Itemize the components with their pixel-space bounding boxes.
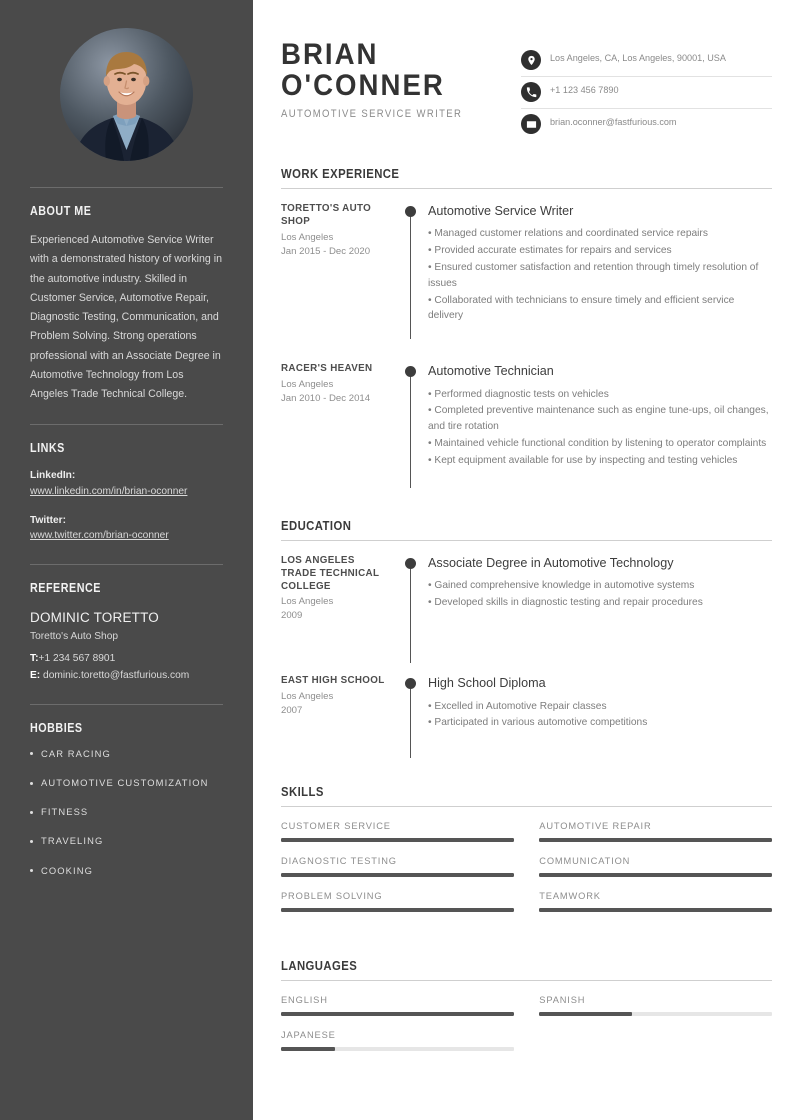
language-label: ENGLISH xyxy=(281,995,328,1006)
work-entry-org: TORETTO'S AUTO SHOP xyxy=(281,203,372,227)
language-bar-fill xyxy=(281,1047,335,1051)
education-heading: EDUCATION xyxy=(281,517,352,533)
section-rule xyxy=(281,540,772,541)
link-url-twitter[interactable]: www.twitter.com/brian-oconner xyxy=(30,529,169,541)
section-rule xyxy=(281,806,772,807)
profile-photo-illustration xyxy=(60,28,193,161)
skill-bar-track xyxy=(539,908,772,912)
skills-grid xyxy=(281,821,772,926)
reference-phone: +1 234 567 8901 xyxy=(38,653,116,665)
links-heading: LINKS xyxy=(30,441,65,456)
education-entry xyxy=(281,555,772,624)
timeline-line xyxy=(410,211,411,339)
bullet-icon xyxy=(30,752,33,755)
timeline xyxy=(399,203,425,325)
skill-item xyxy=(539,821,772,842)
language-bar-fill xyxy=(539,1012,632,1016)
hobbies-section xyxy=(0,721,253,877)
contact-location: Los Angeles, CA, Los Angeles, 90001, USA xyxy=(550,53,726,63)
main-content xyxy=(253,0,794,1120)
hobby-item xyxy=(30,777,223,789)
contact-row-location xyxy=(521,45,772,77)
language-bar-fill xyxy=(281,1012,514,1016)
language-bar-track xyxy=(281,1012,514,1016)
education-entry-dates: 2009 xyxy=(281,610,303,622)
education-entry-location: Los Angeles xyxy=(281,596,334,608)
education-entry-dates: 2007 xyxy=(281,705,303,717)
education-entry-left xyxy=(281,675,399,732)
work-entry-bullet: • Ensured customer satisfaction and retention through timely resolution of issues xyxy=(428,261,759,289)
avatar xyxy=(60,28,193,161)
links-section xyxy=(0,441,253,543)
skill-item xyxy=(281,821,514,842)
hobby-label: AUTOMOTIVE CUSTOMIZATION xyxy=(41,777,209,789)
hobby-label: FITNESS xyxy=(41,806,89,818)
skill-bar-track xyxy=(281,873,514,877)
timeline-dot-icon xyxy=(405,366,416,377)
contact-row-email xyxy=(521,109,772,140)
hobby-item xyxy=(30,806,223,818)
name-block xyxy=(281,40,482,120)
work-entry xyxy=(281,363,772,469)
work-entry-title: Automotive Technician xyxy=(428,364,554,379)
section-rule xyxy=(281,980,772,981)
about-me-section xyxy=(0,204,253,404)
education-entry-left xyxy=(281,555,399,624)
last-name: O'CONNER xyxy=(281,68,445,102)
timeline-dot-icon xyxy=(405,206,416,217)
education-entry-title: Associate Degree in Automotive Technology xyxy=(428,555,674,570)
job-role-subtitle: AUTOMOTIVE SERVICE WRITER xyxy=(281,107,463,120)
education-entry-bullet: • Excelled in Automotive Repair classes xyxy=(428,700,607,712)
hobby-item xyxy=(30,865,223,877)
sidebar-divider xyxy=(30,704,223,705)
timeline-line xyxy=(410,683,411,758)
reference-email-row xyxy=(30,668,223,684)
reference-section xyxy=(0,581,253,684)
link-url-linkedin[interactable]: www.linkedin.com/in/brian-oconner xyxy=(30,485,188,497)
timeline xyxy=(399,555,425,624)
language-label: SPANISH xyxy=(539,995,586,1006)
education-entry-location: Los Angeles xyxy=(281,691,334,703)
work-entry-bullet: • Maintained vehicle functional condition by listening to operator complaints xyxy=(428,438,767,450)
about-me-text: Experienced Automotive Service Writer with a demonstrated history of working in the automotive industry. Skilled in Customer Service, Automotive Repair, Diagnostic Testing, Communication, and Problem Solving. Strong operations professional with an Associate Degree in Automotive Technology from Los Angeles Trade Technical College. xyxy=(30,234,222,401)
work-entry-left xyxy=(281,363,399,469)
contact-email: brian.oconner@fastfurious.com xyxy=(550,117,677,127)
language-item xyxy=(281,1030,514,1051)
education-section xyxy=(281,518,772,733)
contact-row-phone xyxy=(521,77,772,109)
work-entry-dates: Jan 2010 - Dec 2014 xyxy=(281,393,371,405)
timeline-dot-icon xyxy=(405,678,416,689)
hobbies-heading: HOBBIES xyxy=(30,720,83,735)
work-entry-bullet: • Completed preventive maintenance such as engine tune-ups, oil changes, and tire rotation xyxy=(428,405,769,433)
bullet-icon xyxy=(30,869,33,872)
work-entry-dates: Jan 2015 - Dec 2020 xyxy=(281,245,371,257)
skill-bar-fill xyxy=(281,908,514,912)
skill-bar-fill xyxy=(539,908,772,912)
languages-heading: LANGUAGES xyxy=(281,958,358,974)
skills-section xyxy=(281,784,772,926)
education-entry-bullet: • Developed skills in diagnostic testing and repair procedures xyxy=(428,596,703,608)
skill-bar-fill xyxy=(281,838,514,842)
skill-label: TEAMWORK xyxy=(539,891,601,902)
avatar-wrapper xyxy=(0,0,253,161)
education-entry-bullet: • Participated in various automotive competitions xyxy=(428,717,648,729)
hobby-label: COOKING xyxy=(41,864,93,876)
reference-org: Toretto's Auto Shop xyxy=(30,630,119,642)
work-entry-bullet: • Performed diagnostic tests on vehicles xyxy=(428,388,609,400)
contact-phone: +1 123 456 7890 xyxy=(550,85,619,95)
work-entry-title: Automotive Service Writer xyxy=(428,204,574,218)
skill-label: DIAGNOSTIC TESTING xyxy=(281,856,397,867)
bullet-icon xyxy=(30,811,33,814)
link-item xyxy=(30,468,223,499)
work-entry-bullet: • Managed customer relations and coordinated service repairs xyxy=(428,228,708,240)
location-pin-icon xyxy=(521,50,541,70)
sidebar-divider xyxy=(30,424,223,425)
skill-item xyxy=(281,891,514,912)
language-label: JAPANESE xyxy=(281,1030,336,1041)
education-entry-org: EAST HIGH SCHOOL xyxy=(281,675,385,687)
language-item xyxy=(281,995,514,1016)
language-bar-track xyxy=(281,1047,514,1051)
education-entry-right xyxy=(425,555,772,624)
contact-list xyxy=(521,45,772,140)
bullet-icon xyxy=(30,782,33,785)
timeline-line xyxy=(410,371,411,487)
page-title xyxy=(281,40,466,102)
work-entry-location: Los Angeles xyxy=(281,231,334,243)
reference-name: DOMINIC TORETTO xyxy=(30,609,160,625)
work-entry xyxy=(281,203,772,325)
skill-label: CUSTOMER SERVICE xyxy=(281,821,391,832)
work-entry-org: RACER'S HEAVEN xyxy=(281,363,373,375)
link-item xyxy=(30,513,223,544)
skill-label: AUTOMOTIVE REPAIR xyxy=(539,821,652,832)
work-experience-section xyxy=(281,166,772,470)
sidebar-divider xyxy=(30,564,223,565)
skills-heading: SKILLS xyxy=(281,784,324,800)
reference-phone-row xyxy=(30,651,223,667)
reference-email: dominic.toretto@fastfurious.com xyxy=(43,669,190,681)
sidebar xyxy=(0,0,253,1120)
skill-label: PROBLEM SOLVING xyxy=(281,891,383,902)
email-icon xyxy=(521,114,541,134)
link-label-twitter: Twitter: xyxy=(30,514,67,526)
skill-bar-track xyxy=(539,838,772,842)
skill-bar-track xyxy=(539,873,772,877)
work-entry-right xyxy=(425,203,772,325)
language-bar-track xyxy=(539,1012,772,1016)
timeline xyxy=(399,363,425,469)
skill-bar-fill xyxy=(539,873,772,877)
phone-icon xyxy=(521,82,541,102)
work-entry-bullet: • Provided accurate estimates for repairs and services xyxy=(428,245,672,257)
resume-header xyxy=(281,40,772,140)
about-me-heading: ABOUT ME xyxy=(30,204,92,218)
skill-label: COMMUNICATION xyxy=(539,856,631,867)
sidebar-divider xyxy=(30,187,223,188)
timeline-dot-icon xyxy=(405,558,416,569)
timeline xyxy=(399,675,425,732)
education-entry-bullet: • Gained comprehensive knowledge in automotive systems xyxy=(428,580,695,592)
skill-item xyxy=(539,891,772,912)
skill-item xyxy=(539,856,772,877)
work-entry-right xyxy=(425,363,772,469)
skill-bar-fill xyxy=(281,873,514,877)
reference-email-label: E: xyxy=(30,669,41,681)
work-entry-bullet: • Collaborated with technicians to ensure timely and efficient service delivery xyxy=(428,294,735,322)
skill-bar-track xyxy=(281,908,514,912)
education-entry xyxy=(281,675,772,732)
education-entry-org: LOS ANGELES TRADE TECHNICAL COLLEGE xyxy=(281,554,380,592)
section-rule xyxy=(281,188,772,189)
hobby-label: TRAVELING xyxy=(41,835,104,847)
hobby-label: CAR RACING xyxy=(41,747,111,759)
hobby-item xyxy=(30,748,223,760)
skill-item xyxy=(281,856,514,877)
skill-bar-track xyxy=(281,838,514,842)
work-experience-heading: WORK EXPERIENCE xyxy=(281,166,400,181)
first-name: BRIAN xyxy=(281,38,379,71)
timeline-line xyxy=(410,563,411,664)
education-entry-title: High School Diploma xyxy=(428,676,546,691)
languages-section xyxy=(281,958,772,1065)
work-entry-location: Los Angeles xyxy=(281,379,334,391)
work-entry-left xyxy=(281,203,399,325)
reference-phone-label: T: xyxy=(30,653,39,665)
languages-grid xyxy=(281,995,772,1065)
link-label-linkedin: LinkedIn: xyxy=(30,470,76,482)
education-entry-right xyxy=(425,675,772,732)
reference-heading: REFERENCE xyxy=(30,580,101,595)
bullet-icon xyxy=(30,840,33,843)
work-entry-bullet: • Kept equipment available for use by inspecting and testing vehicles xyxy=(428,454,738,466)
skill-bar-fill xyxy=(539,838,772,842)
language-item xyxy=(539,995,772,1016)
hobby-item xyxy=(30,835,223,847)
